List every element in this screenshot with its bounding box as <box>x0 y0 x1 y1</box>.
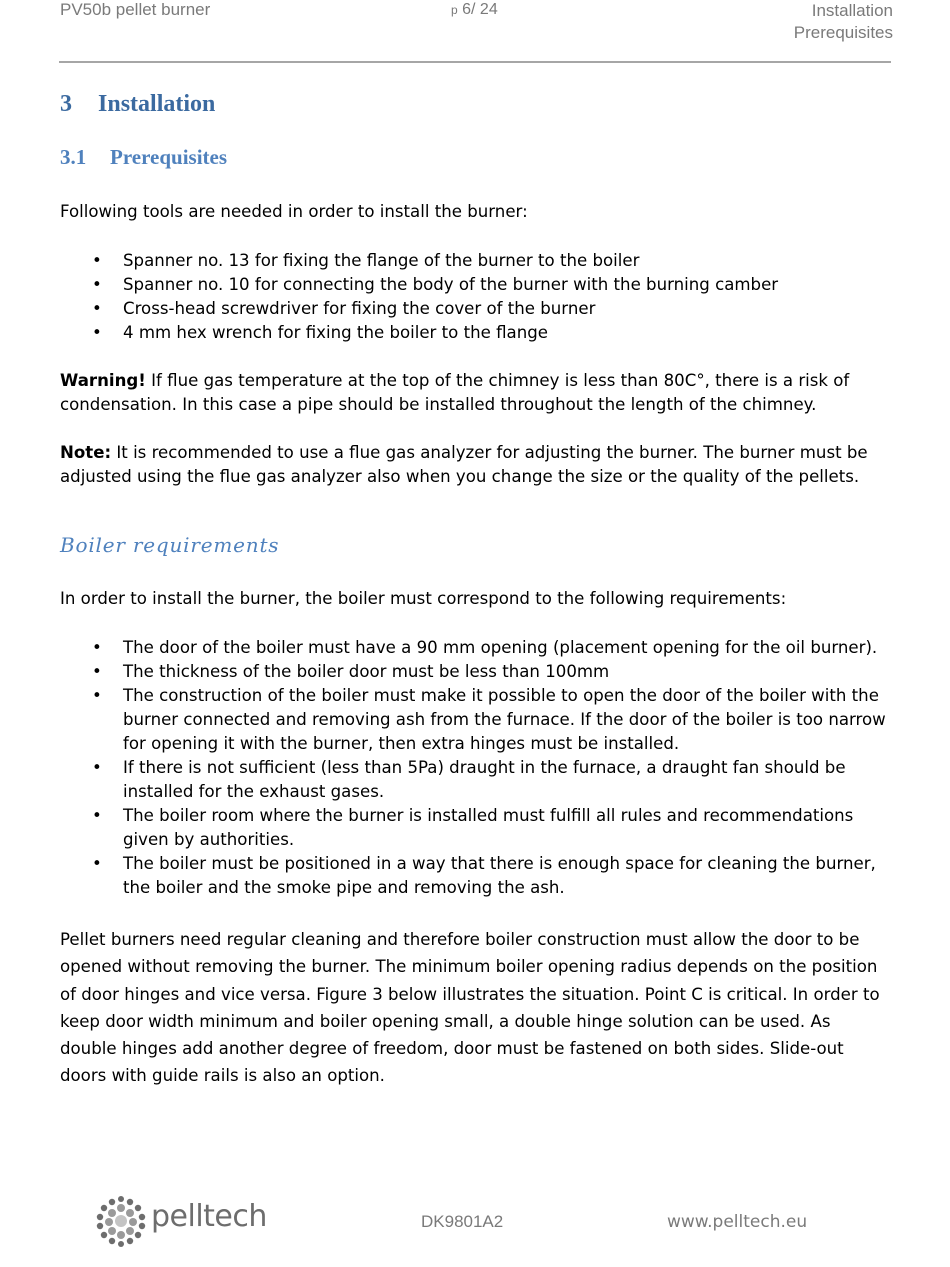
header-subsection-title: Prerequisites <box>793 23 893 42</box>
boiler-intro: In order to install the burner, the boiler must correspond to the following requirements: <box>60 589 787 608</box>
bullet-icon: • <box>92 806 102 825</box>
warning-text: If flue gas temperature at the top of the chimney is less than 80C°, there is a risk of condensation. In this case a pipe should be installed throughout the length of the chimney. <box>60 371 850 414</box>
chapter-number: 3 <box>60 91 72 117</box>
list-item: • Cross-head screwdriver for fixing the cover of the burner <box>60 297 892 321</box>
requirements-list <box>60 636 892 900</box>
pelltech-logo <box>95 1195 290 1247</box>
boiler-requirements-heading: Boiler requirements <box>60 533 280 557</box>
section-number: 3.1 <box>60 145 87 169</box>
page-prefix: p <box>451 3 458 17</box>
tools-intro: Following tools are needed in order to install the burner: <box>60 202 528 221</box>
list-item: • The boiler must be positioned in a way that there is enough space for cleaning the burner, the boiler and the smoke pipe and removing the ash. <box>92 854 876 897</box>
list-item: • The construction of the boiler must make it possible to open the door of the boiler with the burner connected and removing ash from the furnace. If the door of the boiler is too narrow for opening it with the burner, then extra hinges must be installed. <box>92 686 886 753</box>
header-section-title: Installation <box>811 1 893 20</box>
list-item: • Spanner no. 13 for fixing the flange of the burner to the boiler <box>60 249 892 273</box>
bullet-icon: • <box>92 275 102 294</box>
bullet-icon: • <box>92 662 102 681</box>
list-item: • The boiler room where the burner is installed must fulfill all rules and recommendations given by authorities. <box>92 806 854 849</box>
bullet-icon: • <box>92 854 102 873</box>
list-item: • The door of the boiler must have a 90 mm opening (placement opening for the oil burner). <box>60 636 892 660</box>
header-divider <box>59 61 891 63</box>
warning-label: Warning! <box>60 371 146 390</box>
footer-doc-code: DK9801A2 <box>421 1212 504 1231</box>
logo-dots-icon <box>95 1195 147 1247</box>
bullet-icon: • <box>92 686 102 705</box>
note-label: Note: <box>60 443 112 462</box>
bullet-icon: • <box>92 323 102 342</box>
chapter-heading <box>60 92 215 116</box>
list-item: • The thickness of the boiler door must be less than 100mm <box>60 660 892 684</box>
header-page-number <box>451 1 498 19</box>
list-item: • Spanner no. 10 for connecting the body of the burner with the burning camber <box>60 273 892 297</box>
closing-paragraph: Pellet burners need regular cleaning and therefore boiler construction must allow the door to be opened without removing the burner. The minimum boiler opening radius depends on the position of door hinges and vice versa. Figure 3 below illustrates the situation. Point C is critical. In order to keep door width minimum and boiler opening small, a double hinge solution can be used. As double hinges add another degree of freedom, door must be fastened on both sides. Slide-out doors with guide rails is also an option. <box>60 930 880 1086</box>
tools-list <box>60 249 892 345</box>
section-title: Prerequisites <box>110 145 228 169</box>
header-section <box>794 0 893 44</box>
section-heading <box>60 145 227 169</box>
bullet-icon: • <box>92 638 102 657</box>
footer-website-link[interactable]: www.pelltech.eu <box>667 1212 808 1232</box>
list-item: • If there is not sufficient (less than 5Pa) draught in the furnace, a draught fan should be installed for the exhaust gases. <box>92 758 846 801</box>
chapter-title: Installation <box>98 91 216 117</box>
bullet-icon: • <box>92 251 102 270</box>
warning-paragraph <box>60 369 892 417</box>
note-text: It is recommended to use a flue gas analyzer for adjusting the burner. The burner must be adjusted using the flue gas analyzer also when you change the size or the quality of the pellets. <box>60 443 868 486</box>
logo-text: pelltech <box>151 1199 267 1234</box>
bullet-icon: • <box>92 758 102 777</box>
list-item: • 4 mm hex wrench for fixing the boiler to the flange <box>60 321 892 345</box>
bullet-icon: • <box>92 299 102 318</box>
header-doc-title: PV50b pellet burner <box>60 0 211 19</box>
page-number: 6/ 24 <box>462 1 498 18</box>
note-paragraph <box>60 441 892 489</box>
